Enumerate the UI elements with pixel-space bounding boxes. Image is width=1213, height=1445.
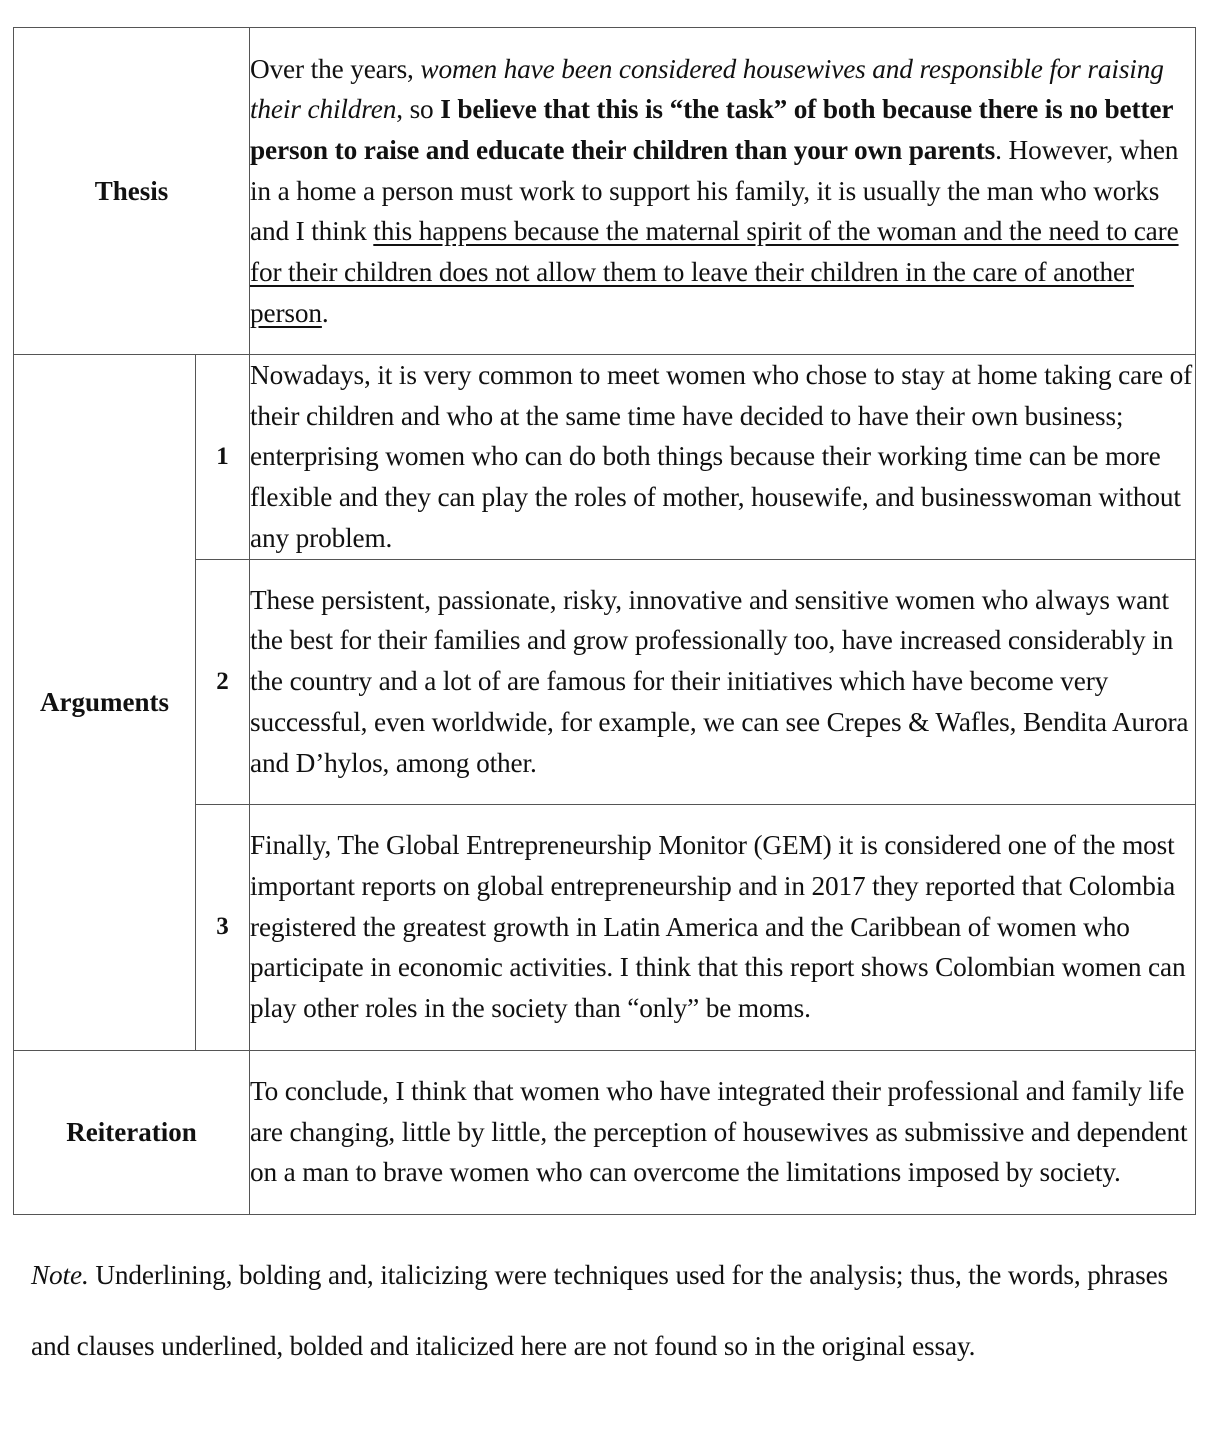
thesis-seg-4: . However, when in a home a person must work to support his family, it is usually the man who works and I think: [250, 134, 1179, 247]
note-text: Underlining, bolding and, italicizing were techniques used for the analysis; thus, the words, phrases and clauses underlined, bolded and italicized here are not found so in the original essay.: [31, 1260, 1169, 1361]
essay-analysis-table: [13, 27, 1196, 1215]
argument-number: 1: [196, 355, 250, 560]
thesis-row: [14, 28, 1196, 355]
reiteration-text: To conclude, I think that women who have integrated their professional and family life are changing, little by little, the perception of housewives as submissive and dependent on a man to brave women who can overcome the limitations imposed by society.: [250, 1050, 1196, 1214]
table-note: [31, 1240, 1171, 1382]
thesis-seg-6: .: [321, 297, 329, 328]
argument-text: These persistent, passionate, risky, innovative and sensitive women who always want the best for their families and grow professionally too, have increased considerably in the country and a lot of are famous for their initiatives which have become very successful, even worldwide, for example, we can see Crepes & Wafles, Bendita Aurora and D’hylos, among other.: [250, 559, 1196, 804]
thesis-seg-0: Over the years,: [250, 53, 421, 84]
argument-text: Nowadays, it is very common to meet women who chose to stay at home taking care of their children and who at the same time have decided to have their own business; enterprising women who can do both things because their working time can be more flexible and they can play the roles of mother, housewife, and businesswoman without any problem.: [250, 355, 1196, 560]
arguments-label: Arguments: [14, 355, 196, 1051]
argument-number: 2: [196, 559, 250, 804]
thesis-underlined-phrase: this happens because the maternal spirit of the woman and the need to care for their children does not allow them to leave their children in the care of another person: [250, 216, 1179, 328]
argument-number: 3: [196, 804, 250, 1050]
thesis-bold-phrase: I believe that this is “the task” of both because there is no better person to raise and educate their children than your own parents: [250, 94, 1173, 165]
thesis-seg-2: , so: [396, 94, 441, 125]
thesis-label: Thesis: [14, 28, 250, 355]
argument-text: Finally, The Global Entrepreneurship Monitor (GEM) it is considered one of the most important reports on global entrepreneurship and in 2017 they reported that Colombia registered the greatest growth in Latin America and the Caribbean of women who participate in economic activities. I think that this report shows Colombian women can play other roles in the society than “only” be moms.: [250, 804, 1196, 1050]
thesis-italic-phrase: women have been considered housewives and responsible for raising their children: [250, 53, 1164, 125]
thesis-text: [250, 28, 1196, 355]
reiteration-label: Reiteration: [14, 1050, 250, 1214]
note-lead: Note.: [31, 1260, 89, 1290]
argument-row-1: [14, 355, 1196, 560]
reiteration-row: [14, 1050, 1196, 1214]
